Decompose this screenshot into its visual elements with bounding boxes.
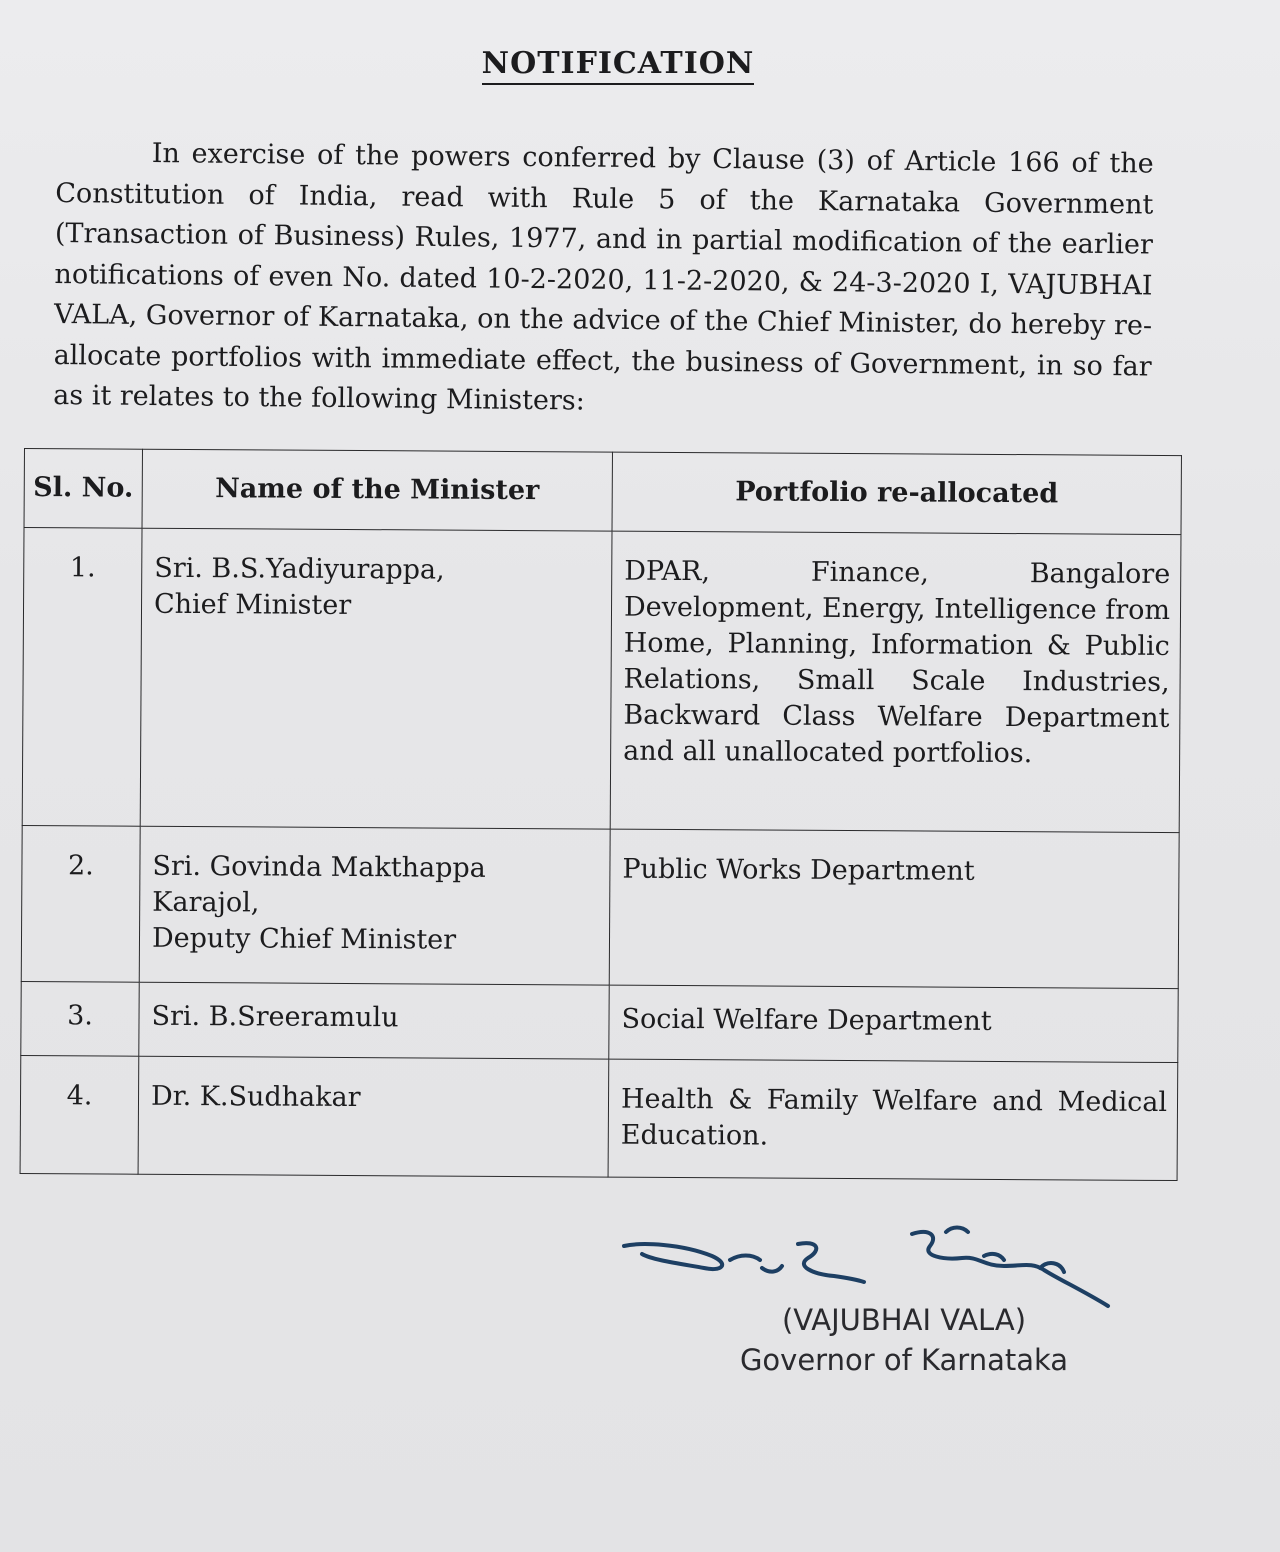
minister-name-line: Karajol, <box>152 886 260 919</box>
minister-designation: Chief Minister <box>153 588 352 622</box>
minister-name: Sri. B.Sreeramulu <box>139 982 609 1059</box>
portfolio-cell: Social Welfare Department <box>609 985 1178 1062</box>
portfolio-cell: Public Works Department <box>609 829 1179 988</box>
table-row <box>21 981 1178 1062</box>
minister-name-line: Sri. Govinda Makthappa <box>152 850 486 884</box>
row-number: 4. <box>20 1055 139 1174</box>
row-number: 2. <box>21 825 140 982</box>
portfolio-table <box>20 448 1182 1181</box>
minister-name <box>140 528 612 829</box>
table-header-row <box>24 449 1181 535</box>
notification-body: In exercise of the powers conferred by Clause (3) of Article 166 of the Constitution of India, read with Rule 5 of the Karnataka Government (Transaction of Business) Rules, 1977, and in partial modification of the earlier notifications of even No. dated 10-2-2020, 11-2-2020, & 24-3-2020 I, VAJUBHAI VALA, Governor of Karnataka, on the advice of the Chief Minister, do hereby re-allocate portfolios with immediate effect, the business of Government, in so far as it relates to the following Ministers: <box>53 138 1154 417</box>
document-title-text: NOTIFICATION <box>482 46 755 85</box>
header-minister-name: Name of the Minister <box>142 449 612 531</box>
header-portfolio: Portfolio re-allocated <box>612 452 1181 534</box>
minister-name-line: Sri. B.S.Yadiyurappa, <box>154 552 445 586</box>
row-number: 3. <box>21 981 139 1056</box>
signatory-block <box>640 1300 1168 1380</box>
minister-name <box>139 826 610 985</box>
signatory-designation: Governor of Karnataka <box>739 1343 1069 1377</box>
document-title <box>0 46 1236 81</box>
portfolio-cell: Health & Family Welfare and Medical Education. <box>608 1059 1178 1180</box>
portfolio-cell: DPAR, Finance, Bangalore Development, Energy, Intelligence from Home, Planning, Information & Public Relations, Small Scale Industries, Backward Class Welfare Department and all unallocated portfolios. <box>610 531 1181 832</box>
table-row <box>21 825 1179 988</box>
table-row <box>20 1055 1178 1180</box>
header-sl-no: Sl. No. <box>24 449 142 529</box>
row-number: 1. <box>22 528 142 827</box>
table-row <box>22 528 1181 833</box>
minister-name: Dr. K.Sudhakar <box>138 1056 609 1177</box>
minister-designation: Deputy Chief Minister <box>151 922 457 956</box>
signatory-name: (VAJUBHAI VALA) <box>781 1303 1027 1337</box>
